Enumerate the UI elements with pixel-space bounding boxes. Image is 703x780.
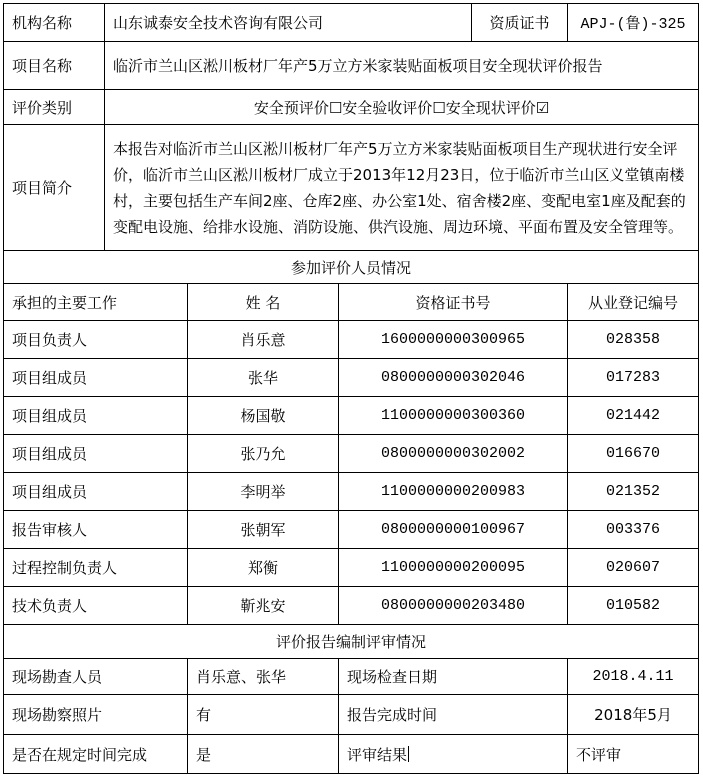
- person-reg: 028358: [568, 321, 699, 359]
- person-cert: 0800000000100967: [339, 511, 568, 549]
- person-name: 张华: [188, 359, 339, 397]
- person-role: 项目组成员: [4, 473, 188, 511]
- cert-value: APJ-(鲁)-325: [568, 4, 699, 42]
- person-cert: 1600000000300965: [339, 321, 568, 359]
- person-name: 杨国敬: [188, 397, 339, 435]
- eval-type-label: 评价类别: [4, 90, 105, 125]
- person-role: 项目组成员: [4, 359, 188, 397]
- person-cert: 0800000000302046: [339, 359, 568, 397]
- table-row: [4, 435, 699, 473]
- person-role: 项目组成员: [4, 435, 188, 473]
- person-cert: 0800000000203480: [339, 587, 568, 625]
- person-role: 过程控制负责人: [4, 549, 188, 587]
- review-label-2: 报告完成时间: [339, 695, 568, 735]
- person-role: 项目组成员: [4, 397, 188, 435]
- project-value: 临沂市兰山区淞川板材厂年产5万立方米家装贴面板项目安全现状评价报告: [105, 42, 699, 90]
- review-label-2: [339, 735, 568, 774]
- cert-label: 资质证书: [472, 4, 568, 42]
- person-name: 郑衡: [188, 549, 339, 587]
- person-name: 肖乐意: [188, 321, 339, 359]
- personnel-header-row: [4, 284, 699, 321]
- person-name: 靳兆安: [188, 587, 339, 625]
- org-label: 机构名称: [4, 4, 105, 42]
- eval-type-value: 安全预评价☐安全验收评价☐安全现状评价☑: [105, 90, 699, 125]
- person-reg: 021442: [568, 397, 699, 435]
- person-name: 张朝军: [188, 511, 339, 549]
- eval-type-row: [4, 90, 699, 125]
- project-row: [4, 42, 699, 90]
- person-name: 张乃允: [188, 435, 339, 473]
- review-value-1: 是: [188, 735, 339, 774]
- review-value-1: 有: [188, 695, 339, 735]
- header-role: 承担的主要工作: [4, 284, 188, 321]
- review-title: 评价报告编制评审情况: [4, 625, 699, 659]
- review-label-1: 是否在规定时间完成: [4, 735, 188, 774]
- org-value: 山东诚泰安全技术咨询有限公司: [105, 4, 472, 42]
- person-role: 报告审核人: [4, 511, 188, 549]
- review-value-1: 肖乐意、张华: [188, 659, 339, 695]
- review-title-row: [4, 625, 699, 659]
- personnel-title: 参加评价人员情况: [4, 251, 699, 284]
- person-reg: 021352: [568, 473, 699, 511]
- person-reg: 003376: [568, 511, 699, 549]
- person-cert: 0800000000302002: [339, 435, 568, 473]
- intro-label: 项目简介: [4, 125, 105, 251]
- person-reg: 017283: [568, 359, 699, 397]
- project-label: 项目名称: [4, 42, 105, 90]
- person-name: 李明举: [188, 473, 339, 511]
- header-name: 姓 名: [188, 284, 339, 321]
- review-row: [4, 735, 699, 774]
- review-row: [4, 695, 699, 735]
- org-row: [4, 4, 699, 42]
- header-reg: 从业登记编号: [568, 284, 699, 321]
- person-reg: 010582: [568, 587, 699, 625]
- table-row: [4, 549, 699, 587]
- person-cert: 1100000000300360: [339, 397, 568, 435]
- table-row: [4, 473, 699, 511]
- review-value-2: 2018年5月: [568, 695, 699, 735]
- person-cert: 1100000000200095: [339, 549, 568, 587]
- intro-row: [4, 125, 699, 251]
- header-cert: 资格证书号: [339, 284, 568, 321]
- table-row: [4, 321, 699, 359]
- table-row: [4, 397, 699, 435]
- person-role: 技术负责人: [4, 587, 188, 625]
- table-row: [4, 359, 699, 397]
- personnel-title-row: [4, 251, 699, 284]
- review-label-1: 现场勘察照片: [4, 695, 188, 735]
- person-role: 项目负责人: [4, 321, 188, 359]
- review-value-2: 2018.4.11: [568, 659, 699, 695]
- review-result-label: 评审结果: [347, 745, 408, 764]
- review-value-2: 不评审: [568, 735, 699, 774]
- person-reg: 020607: [568, 549, 699, 587]
- table-row: [4, 587, 699, 625]
- review-row: [4, 659, 699, 695]
- text-cursor: [408, 746, 409, 762]
- review-label-1: 现场勘查人员: [4, 659, 188, 695]
- report-info-table: [3, 3, 699, 774]
- person-cert: 1100000000200983: [339, 473, 568, 511]
- intro-text: 本报告对临沂市兰山区淞川板材厂年产5万立方米家装贴面板项目生产现状进行安全评价，临沂市兰山区淞川板材厂成立于2013年12月23日，位于临沂市兰山区义堂镇南楼村，主要包括生产车间2座、仓库2座、办公室1处、宿舍楼2座、变配电室1座及配套的变配电设施、给排水设施、消防设施、供汽设施、周边环境、平面布置及安全管理等。: [105, 125, 699, 251]
- review-label-2: 现场检查日期: [339, 659, 568, 695]
- person-reg: 016670: [568, 435, 699, 473]
- table-row: [4, 511, 699, 549]
